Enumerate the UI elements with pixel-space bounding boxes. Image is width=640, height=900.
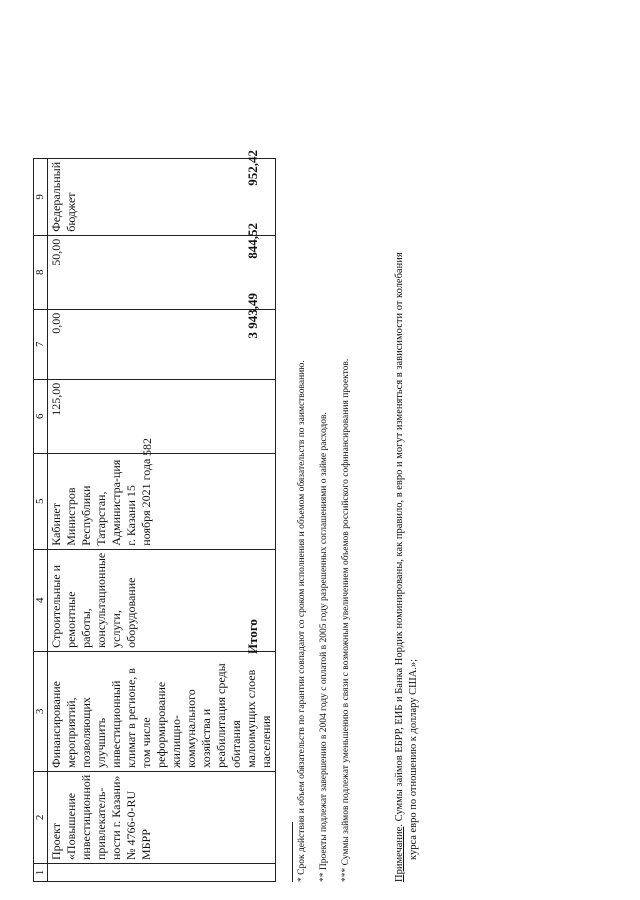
loan-table [33, 158, 276, 882]
cell-works: Строительные и ремонтные работы, консультационные услуги, оборудование [48, 549, 276, 651]
table-row [48, 158, 276, 881]
header-cell-4: 4 [34, 549, 48, 651]
cell-index [48, 864, 276, 882]
note-paragraph [393, 252, 406, 882]
header-cell-3: 3 [34, 651, 48, 771]
cell-source: Федеральный бюджет [48, 158, 276, 235]
header-cell-1: 1 [34, 864, 48, 882]
header-cell-8: 8 [34, 235, 48, 309]
total-amount-7: 844,52 [245, 223, 260, 259]
header-cell-2: 2 [34, 771, 48, 863]
cell-amount-8: 50,00 [48, 235, 276, 309]
table-header-row [34, 158, 48, 881]
footnote-1: * Срок действия и объем обязательств по гарантии совпадают со сроком исполнения и объемом обязательств по заимствованию. [297, 360, 307, 882]
footnote-divider [292, 822, 293, 882]
header-cell-9: 9 [34, 158, 48, 235]
footnote-2: ** Проекты подлежат завершению в 2004 году с оплатой в 2005 году разрешенных соглашениями о займе расходов. [319, 412, 329, 882]
cell-amount-7: 0,00 [48, 309, 276, 379]
total-label: Итого [245, 619, 260, 654]
cell-purpose: Финансирование мероприятий, позволяющих улучшить инвестиционный климат в регионе, в том числе реформирование жилищно-коммунального хозяйства и реабилитация среды обитания малоимущих слоев населения [48, 651, 276, 771]
footnote-3: *** Суммы займов подлежат уменьшению в связи с возможным увеличением объемов российского софинансирования проектов. [341, 358, 351, 882]
note-label: Примечание [394, 826, 405, 882]
total-amount-8: 952,42 [245, 150, 260, 186]
header-cell-5: 5 [34, 453, 48, 549]
cell-amount-6: 125,00 [48, 379, 276, 453]
note-line-1: . Суммы займов ЕБРР, ЕИБ и Банка Нордик номинированы, как правило, в евро и могут изменяться в зависимости от колебания [394, 252, 405, 827]
cell-borrower: Кабинет Министров Республики Татарстан, Администра-ция г. Казани 15 ноября 2021 года [48, 453, 276, 549]
total-amount-6: 3 943,49 [245, 293, 260, 339]
header-cell-7: 7 [34, 309, 48, 379]
header-cell-6: 6 [34, 379, 48, 453]
page-number: 582 [140, 438, 154, 456]
cell-project-name: Проект «Повышение инвестиционной привлекатель-ности г. Казани» № 4766-0-RU МБРР [48, 771, 276, 863]
note-line-2: курса евро по отношению к доллару США.»; [408, 658, 419, 860]
